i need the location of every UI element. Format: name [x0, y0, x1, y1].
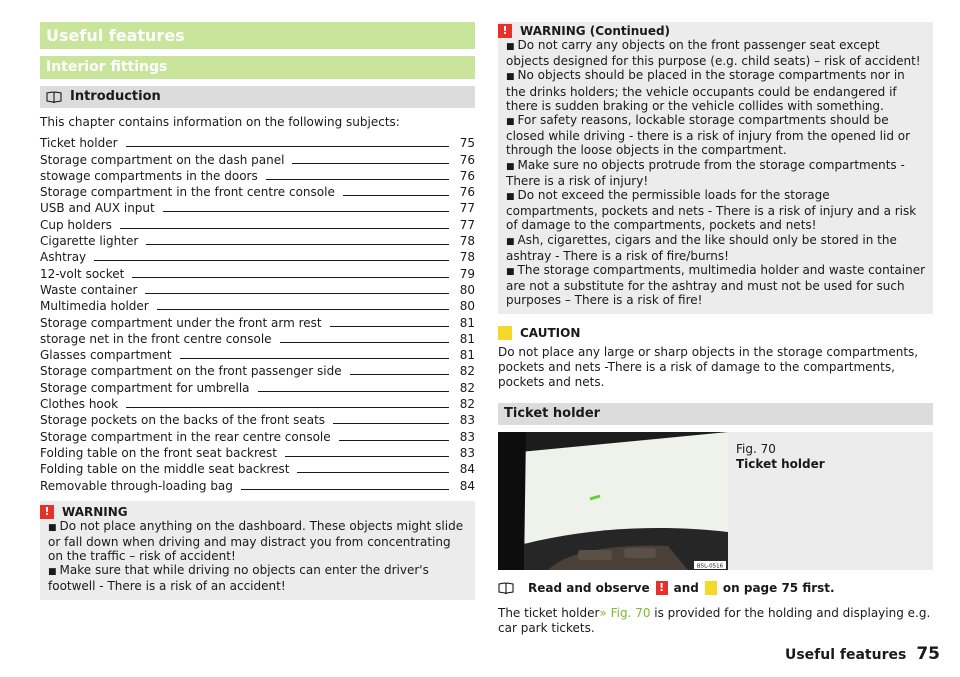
warning-heading — [498, 24, 925, 38]
toc-entry[interactable]: Ticket holder 75 — [40, 136, 475, 151]
warning-item: ■ Make sure no objects protrude from the storage compartments - There is a risk of injury! — [506, 157, 905, 188]
right-column — [498, 22, 933, 636]
intro-line: This chapter contains information on the following subjects: — [40, 115, 400, 129]
intro-heading — [40, 86, 475, 108]
caution-icon — [705, 581, 717, 595]
toc-entry[interactable]: Ashtray 78 — [40, 250, 475, 265]
toc-entry[interactable]: 12-volt socket 79 — [40, 266, 475, 281]
toc-entry[interactable]: Folding table on the middle seat backrest 84 — [40, 462, 475, 477]
warning-item: ■ Make sure that while driving no objects can enter the driver's footwell - There is a risk of an accident! — [48, 563, 429, 594]
warning-item: ■ For safety reasons, lockable storage compartments should be closed while driving - there is a risk of injury from the opened lid or through the loose objects in the compartment. — [506, 113, 911, 158]
read-observe-line — [498, 580, 933, 596]
warning-item: ■ No objects should be placed in the storage compartments nor in the drinks holders; the vehicle occupants could be endangered if there is sudden braking or the vehicle collides with something. — [506, 68, 905, 113]
caution-heading — [498, 326, 933, 340]
page-number: 75 — [916, 644, 940, 664]
windshield-illustration — [498, 432, 728, 570]
figure-caption — [736, 442, 825, 472]
figure-title: Ticket holder — [736, 456, 825, 471]
footer-chapter: Useful features — [784, 647, 907, 663]
warning-item: ■ The storage compartments, multimedia holder and waste container are not a substitute for the ashtray and must not be used for such purposes – There is a risk of fire! — [506, 263, 926, 308]
figure-number: Fig. 70 — [736, 441, 776, 456]
read-suffix[interactable]: on page 75 first. — [722, 580, 835, 595]
section-title: Interior fittings — [40, 56, 475, 79]
ticket-holder-text: The ticket holder» Fig. 70 is provided for the holding and displaying e.g. car park tickets. — [498, 605, 931, 635]
table-of-contents — [40, 135, 475, 494]
figure-code: B5L-0516 — [696, 563, 724, 570]
warning-item: ■ Do not carry any objects on the front passenger seat except objects designed for this purpose (e.g. child seats) – risk of accident! — [506, 38, 921, 69]
read-mid: and — [673, 580, 699, 595]
warning-item: ■ Ash, cigarettes, cigars and the like should only be stored in the ashtray - There is a risk of fire/burns! — [506, 232, 897, 263]
toc-entry[interactable]: storage net in the front centre console 81 — [40, 331, 475, 346]
warning-title: WARNING — [62, 504, 128, 519]
warning-continued-box — [498, 22, 933, 314]
intro-heading-label: Introduction — [70, 89, 161, 104]
book-icon — [46, 91, 62, 103]
warning-item: ■ Do not place anything on the dashboard. These objects might slide or fall down when driving and may distract you from concentrating on the traffic – risk of accident! — [48, 518, 464, 563]
caution-text: Do not place any large or sharp objects in the storage compartments, pockets and nets -There is a risk of damage to the compartments, pockets and nets. — [498, 344, 919, 389]
toc-entry[interactable]: Storage compartment in the front centre console 76 — [40, 185, 475, 200]
chapter-title: Useful features — [40, 22, 475, 49]
left-column — [40, 22, 475, 600]
warning-icon: ! — [40, 505, 54, 519]
toc-entry[interactable]: Storage pockets on the backs of the front seats 83 — [40, 413, 475, 428]
figure-box — [498, 432, 933, 570]
caution-title: CAUTION — [520, 325, 581, 340]
warning-box — [40, 501, 475, 600]
warning-item: ■ Do not exceed the permissible loads for the storage compartments, pockets and nets - There is a risk of injury and a risk of damage to the compartments, pockets and nets! — [506, 188, 917, 233]
toc-entry[interactable]: Storage compartment in the rear centre console 83 — [40, 429, 475, 444]
warning-title: WARNING (Continued) — [520, 24, 671, 38]
toc-entry[interactable]: Cup holders 77 — [40, 217, 475, 232]
figure-link[interactable]: » Fig. 70 — [599, 605, 651, 620]
toc-entry[interactable]: Clothes hook 82 — [40, 397, 475, 412]
warning-heading — [40, 505, 467, 519]
toc-entry[interactable]: USB and AUX input 77 — [40, 201, 475, 216]
ticket-holder-heading: Ticket holder — [498, 403, 933, 425]
page-footer — [785, 644, 940, 664]
read-prefix: Read and observe — [528, 580, 650, 595]
toc-entry[interactable]: Storage compartment for umbrella 82 — [40, 380, 475, 395]
toc-entry[interactable]: Storage compartment on the front passenger side 82 — [40, 364, 475, 379]
toc-entry[interactable]: Multimedia holder 80 — [40, 299, 475, 314]
warning-icon: ! — [656, 581, 668, 595]
toc-entry[interactable]: stowage compartments in the doors 76 — [40, 168, 475, 183]
book-icon — [498, 582, 514, 594]
toc-entry[interactable]: Storage compartment under the front arm rest 81 — [40, 315, 475, 330]
toc-entry[interactable]: Removable through-loading bag 84 — [40, 478, 475, 493]
toc-entry[interactable]: Storage compartment on the dash panel 76 — [40, 152, 475, 167]
toc-entry[interactable]: Folding table on the front seat backrest 83 — [40, 445, 475, 460]
ticket-holder-photo — [498, 432, 728, 570]
warning-icon: ! — [498, 24, 512, 38]
toc-entry[interactable]: Cigarette lighter 78 — [40, 234, 475, 249]
toc-entry[interactable]: Waste container 80 — [40, 282, 475, 297]
toc-entry[interactable]: Glasses compartment 81 — [40, 348, 475, 363]
caution-icon — [498, 326, 512, 340]
